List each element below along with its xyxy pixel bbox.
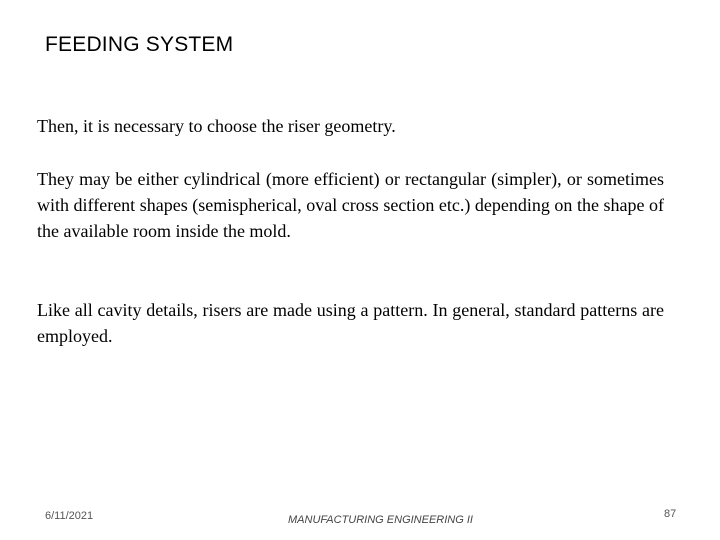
slide-title: FEEDING SYSTEM (45, 33, 234, 56)
paragraph-3: Like all cavity details, risers are made using a pattern. In general, standard patterns are employed. (37, 300, 664, 346)
paragraph-2: They may be either cylindrical (more efficient) or rectangular (simpler), or sometimes with different shapes (semispherical, oval cross section etc.) depending on the shape of the available room inside the mold. (37, 169, 664, 241)
footer-date: 6/11/2021 (45, 510, 94, 522)
page-number: 87 (664, 508, 677, 520)
footer-course-title: MANUFACTURING ENGINEERING II (288, 514, 473, 526)
paragraph-1: Then, it is necessary to choose the riser geometry. (37, 116, 396, 136)
